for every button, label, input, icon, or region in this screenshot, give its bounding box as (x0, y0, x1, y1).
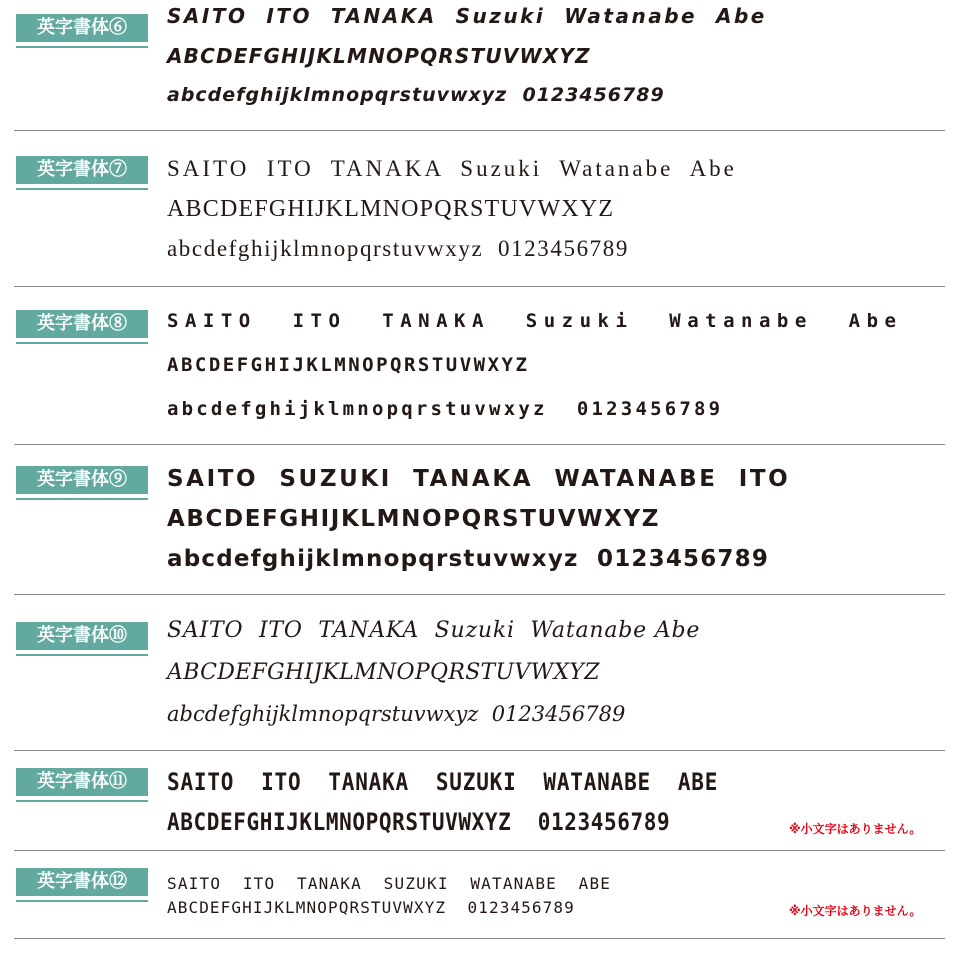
sample-names-line: SAITO ITO TANAKA SUZUKI WATANABE ABE (167, 768, 719, 796)
sample-names-line: SAITO ITO TANAKA Suzuki Watanabe Abe (167, 4, 767, 28)
font-label-badge: 英字書体⑦ (16, 156, 148, 184)
no-lowercase-note: ※小文字はありません。 (789, 904, 922, 918)
sample-uppercase-line: ABCDEFGHIJKLMNOPQRSTUVWXYZ (167, 506, 661, 532)
sample-names-line: SAITO ITO TANAKA SUZUKI WATANABE ABE (167, 874, 612, 893)
sample-names-line: SAITO ITO TANAKA Suzuki Watanabe Abe (167, 310, 903, 332)
font-label-badge: 英字書体⑥ (16, 14, 148, 42)
sample-uppercase-line: ABCDEFGHIJKLMNOPQRSTUVWXYZ (167, 196, 615, 222)
font-sample-6 (0, 0, 960, 130)
font-sample-7 (0, 130, 960, 286)
sample-lowercase-digits-line: abcdefghijklmnopqrstuvwxyz 0123456789 (167, 84, 665, 106)
font-sample-9 (0, 444, 960, 594)
sample-names-line: SAITO ITO TANAKA Suzuki Watanabe Abe (167, 618, 701, 643)
font-label-badge: 英字書体⑫ (16, 868, 148, 896)
sample-uppercase-digits-line: ABCDEFGHIJKLMNOPQRSTUVWXYZ 0123456789 (167, 808, 671, 836)
sample-lowercase-digits-line: abcdefghijklmnopqrstuvwxyz 0123456789 (167, 236, 629, 261)
font-label-badge: 英字書体⑪ (16, 768, 148, 796)
font-label-badge: 英字書体⑨ (16, 466, 148, 494)
font-label-badge: 英字書体⑧ (16, 310, 148, 338)
sample-names-line: SAITO SUZUKI TANAKA WATANABE ITO (167, 466, 791, 492)
font-sample-11 (0, 750, 960, 850)
sample-uppercase-digits-line: ABCDEFGHIJKLMNOPQRSTUVWXYZ 0123456789 (167, 898, 575, 917)
sample-uppercase-line: ABCDEFGHIJKLMNOPQRSTUVWXYZ (167, 660, 600, 685)
font-label-badge: 英字書体⑩ (16, 622, 148, 650)
sample-uppercase-line: ABCDEFGHIJKLMNOPQRSTUVWXYZ (167, 44, 591, 68)
sample-lowercase-digits-line: abcdefghijklmnopqrstuvwxyz 0123456789 (167, 546, 770, 572)
font-sample-12 (0, 850, 960, 938)
sample-uppercase-line: ABCDEFGHIJKLMNOPQRSTUVWXYZ (167, 354, 530, 376)
no-lowercase-note: ※小文字はありません。 (789, 822, 922, 836)
sample-lowercase-digits-line: abcdefghijklmnopqrstuvwxyz 0123456789 (167, 398, 724, 420)
font-sample-8 (0, 286, 960, 444)
sample-names-line: SAITO ITO TANAKA Suzuki Watanabe Abe (167, 156, 737, 181)
section-divider (14, 938, 945, 939)
font-sample-10 (0, 594, 960, 750)
sample-lowercase-digits-line: abcdefghijklmnopqrstuvwxyz 0123456789 (167, 702, 626, 726)
